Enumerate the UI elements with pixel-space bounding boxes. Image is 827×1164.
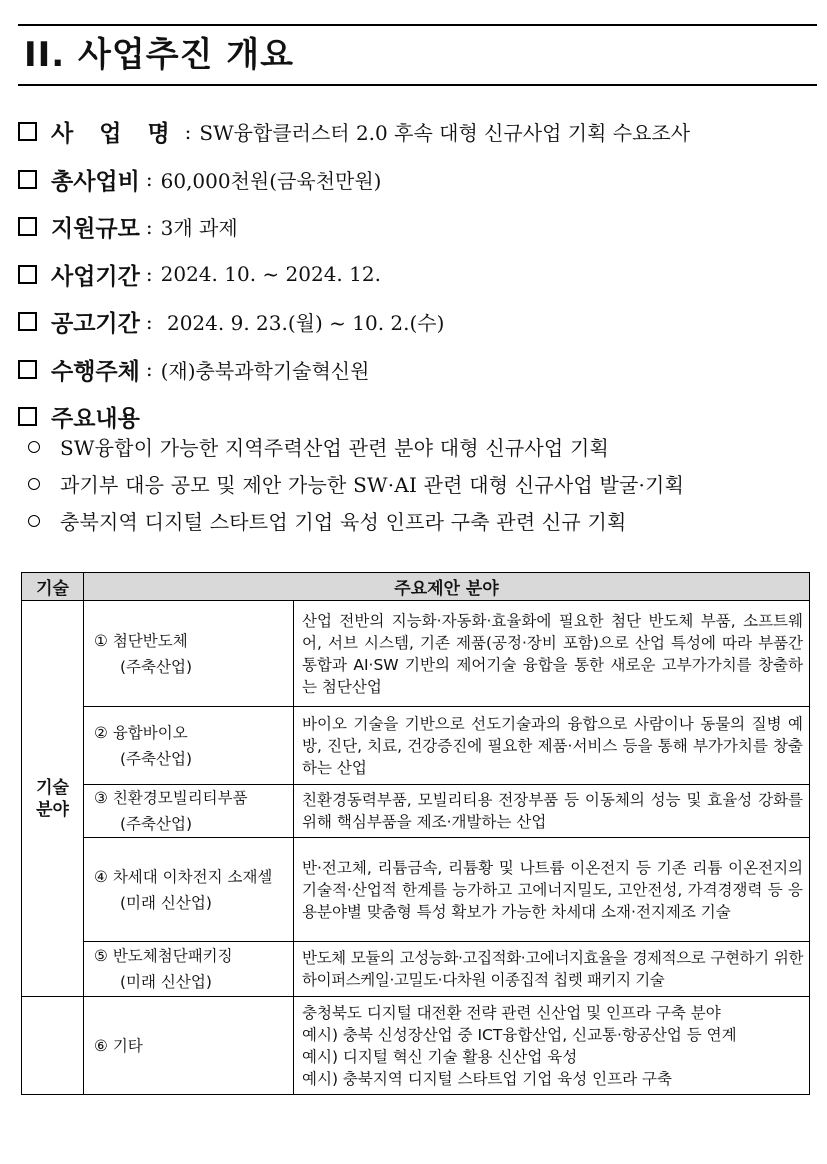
etc-line: 예시) 충북 신성장산업 중 ICT융합산업, 신교통·항공산업 등 연계 (302, 1025, 737, 1044)
etc-description (294, 997, 810, 1095)
proposal-areas-table (21, 572, 810, 1095)
header-bottom-rule (18, 84, 817, 86)
area-name: ③ 친환경모빌리티부품 (94, 789, 248, 807)
etc-line: 충청북도 디지털 대전환 전략 관련 신산업 및 인프라 구축 분야 (302, 1003, 721, 1022)
bullet-text: 과기부 대응 공모 및 제안 가능한 SW·AI 관련 대형 신규사업 발굴·기획 (60, 473, 685, 497)
overview-value: 2024. 9. 23.(월) ~ 10. 2.(수) (160, 311, 445, 336)
section-header (18, 24, 817, 86)
list-item (28, 465, 823, 502)
area-category: (미래 신산업) (120, 973, 212, 991)
circle-bullet-icon (28, 515, 40, 527)
table-row (22, 997, 810, 1095)
overview-item-notice (18, 298, 818, 346)
area-description: 친환경동력부품, 모빌리티용 전장부품 등 이동체의 성능 및 효율성 강화를 위해 핵심부품을 제조·개발하는 산업 (294, 785, 810, 838)
circle-bullet-icon (28, 441, 40, 453)
area-description: 바이오 기술을 기반으로 선도기술과의 융합으로 사람이나 동물의 질병 예방, 진단, 치료, 건강증진에 필요한 제품·서비스 등을 통해 부가가치를 창출하는 산업 (294, 707, 810, 785)
side-label-line: 기술 (36, 777, 69, 798)
etc-line: 예시) 충북지역 디지털 스타트업 기업 육성 인프라 구축 (302, 1069, 672, 1088)
overview-label: 공고기간 (51, 311, 140, 338)
overview-item-scale (18, 203, 818, 251)
side-blank (22, 997, 84, 1095)
table-row (22, 785, 810, 838)
overview-list (18, 108, 818, 441)
overview-label: 사 업 명 (51, 121, 179, 148)
bullet-text: 충북지역 디지털 스타트업 기업 육성 인프라 구축 관련 신규 기획 (60, 510, 627, 534)
area-cell (84, 785, 294, 838)
area-name: ② 융합바이오 (94, 723, 188, 742)
checkbox-square-icon (18, 360, 37, 379)
overview-item-budget (18, 156, 818, 204)
overview-label: 총사업비 (51, 168, 140, 195)
table-row (22, 838, 810, 942)
section-title: II. 사업추진 개요 (24, 35, 294, 75)
overview-item-period (18, 251, 818, 299)
area-description: 산업 전반의 지능화·자동화·효율화에 필요한 첨단 반도체 부품, 소프트웨어, 서브 시스템, 기존 제품(공정·장비 포함)으로 산업 특성에 따라 부품간 통합과 AI·SW 기반의 제어기술 융합을 통한 새로운 고부가가치를 창출하는 첨단산업 (294, 601, 810, 707)
header-tech: 기술 (22, 573, 84, 601)
area-cell (84, 942, 294, 997)
table-header-row (22, 573, 810, 601)
overview-label: 지원규모 (51, 216, 140, 243)
colon-separator: : (145, 167, 153, 192)
main-content-list (28, 428, 823, 539)
overview-value: 3개 과제 (160, 216, 238, 241)
etc-line: 예시) 디지털 혁신 기술 활용 신산업 육성 (302, 1047, 578, 1066)
bullet-text: SW융합이 가능한 지역주력산업 관련 분야 대형 신규사업 기획 (60, 436, 610, 460)
area-name: ⑤ 반도체첨단패키징 (94, 947, 233, 965)
checkbox-square-icon (18, 122, 37, 141)
checkbox-square-icon (18, 312, 37, 331)
area-category: (주축산업) (120, 749, 192, 768)
overview-value: (재)충북과학기술혁신원 (160, 358, 370, 383)
colon-separator: : (145, 262, 153, 287)
area-cell (84, 997, 294, 1095)
colon-separator: : (145, 309, 153, 334)
checkbox-square-icon (18, 217, 37, 236)
area-description: 반도체 모듈의 고성능화·고집적화·고에너지효율을 경제적으로 구현하기 위한 하이퍼스케일·고밀도·다차원 이종집적 칩렛 패키지 기술 (294, 942, 810, 997)
checkbox-square-icon (18, 170, 37, 189)
list-item (28, 502, 823, 539)
table-row (22, 942, 810, 997)
area-category: (주축산업) (120, 657, 192, 676)
table-row (22, 707, 810, 785)
circle-bullet-icon (28, 478, 40, 490)
colon-separator: : (184, 119, 192, 144)
side-label (22, 601, 84, 997)
overview-value: 60,000천원(금육천만원) (160, 168, 382, 193)
area-description: 반·전고체, 리튬금속, 리튬황 및 나트륨 이온전지 등 기존 리튬 이온전지의 기술적·산업적 한계를 능가하고 고에너지밀도, 고안전성, 가격경쟁력 등 응용분야별 맞춤형 특성 확보가 가능한 차세대 소재·전지제조 기술 (294, 838, 810, 942)
overview-value: 2024. 10. ~ 2024. 12. (160, 262, 381, 287)
overview-item-operator (18, 346, 818, 394)
overview-value: SW융합클러스터 2.0 후속 대형 신규사업 기획 수요조사 (199, 121, 691, 146)
overview-item-name (18, 108, 818, 156)
area-category: (미래 신산업) (120, 893, 212, 912)
overview-label: 사업기간 (51, 263, 140, 290)
colon-separator: : (145, 357, 153, 382)
checkbox-square-icon (18, 407, 37, 426)
area-name: ④ 차세대 이차전지 소재셀 (94, 867, 273, 886)
list-item (28, 428, 823, 465)
area-category: (주축산업) (120, 815, 192, 833)
area-name: ① 첨단반도체 (94, 631, 188, 650)
table-row (22, 601, 810, 707)
header-areas: 주요제안 분야 (84, 573, 810, 601)
overview-label: 주요내용 (51, 406, 140, 433)
area-cell (84, 838, 294, 942)
area-name: ⑥ 기타 (94, 1036, 143, 1055)
checkbox-square-icon (18, 265, 37, 284)
colon-separator: : (145, 214, 153, 239)
area-cell (84, 707, 294, 785)
area-cell (84, 601, 294, 707)
side-label-line: 분야 (36, 799, 69, 820)
overview-label: 수행주체 (51, 358, 140, 385)
